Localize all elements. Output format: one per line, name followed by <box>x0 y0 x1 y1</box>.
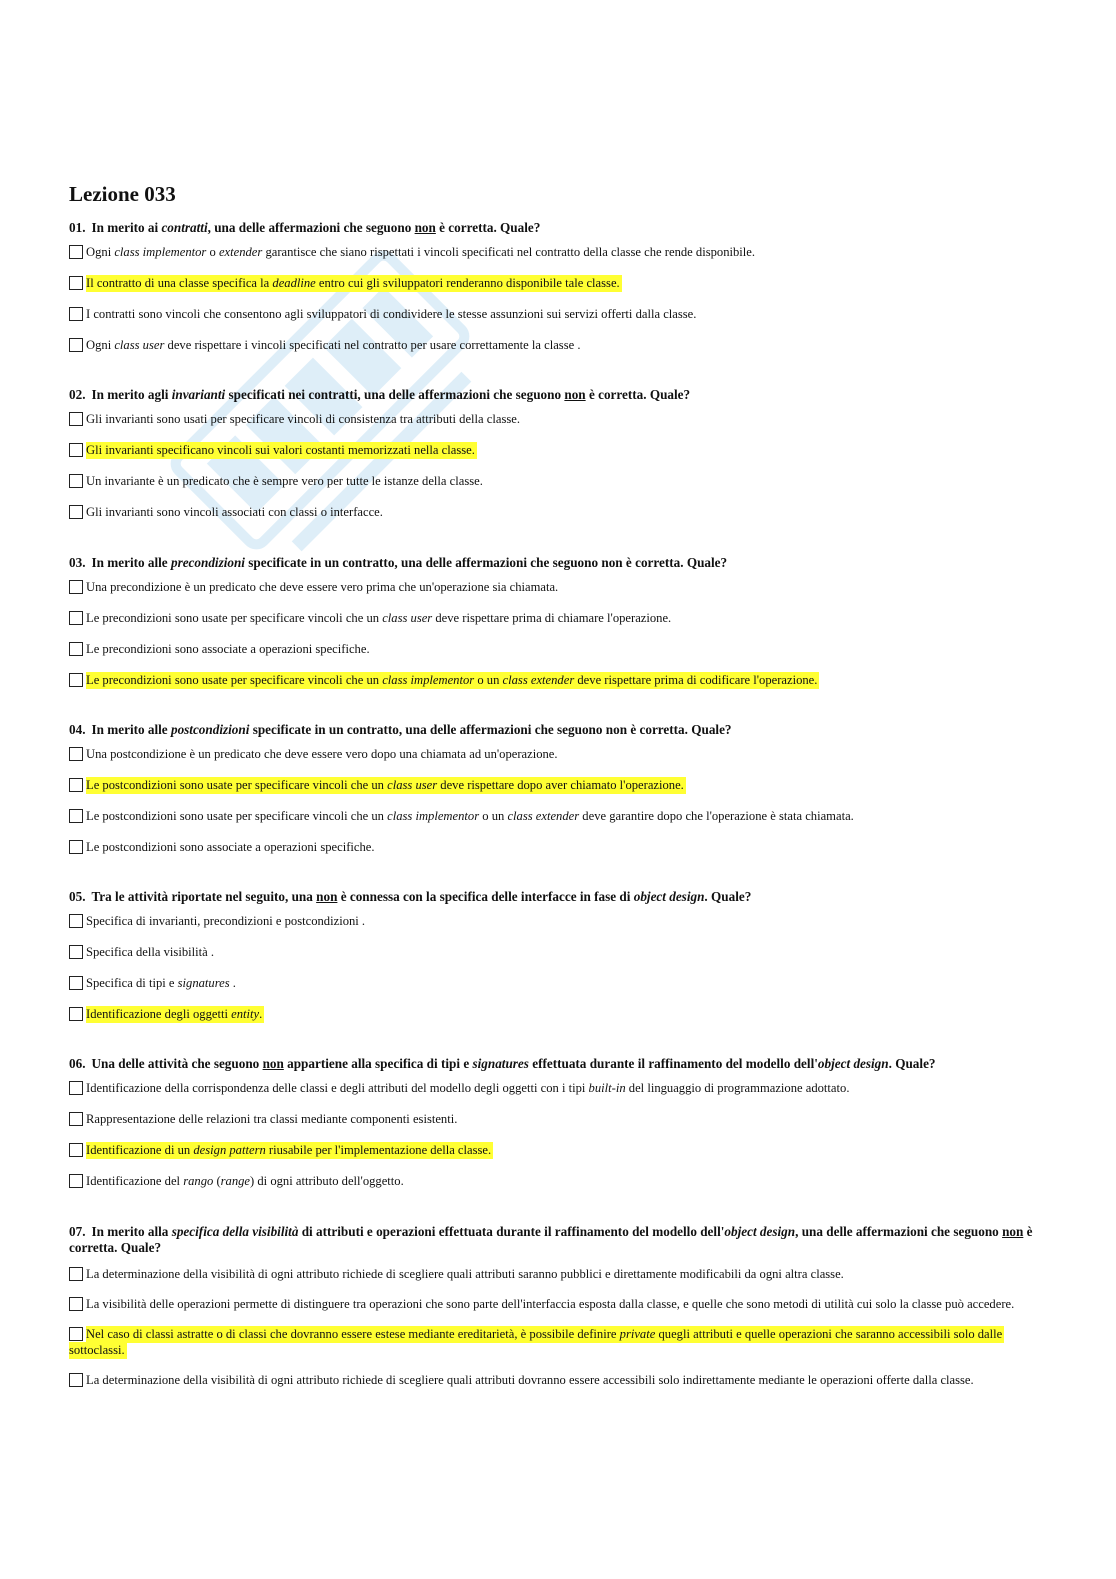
answer-option[interactable]: Specifica di tipi e signatures . <box>69 975 1044 1006</box>
checkbox[interactable] <box>69 412 83 426</box>
answer-option[interactable]: Identificazione della corrispondenza delle classi e degli attributi del modello degli oggetti con i tipi built-in del linguaggio di programmazione adottato. <box>69 1080 1044 1111</box>
checkbox[interactable] <box>69 778 83 792</box>
page-title: Lezione 033 <box>69 182 176 206</box>
checkbox[interactable] <box>69 642 83 656</box>
checkbox[interactable] <box>69 1267 83 1281</box>
answer-option[interactable]: Un invariante è un predicato che è sempre vero per tutte le istanze della classe. <box>69 473 1044 504</box>
answer-option[interactable]: Specifica della visibilità . <box>69 944 1044 975</box>
question-text: 04. In merito alle postcondizioni specificate in un contratto, una delle affermazioni che seguono non è corretta. Quale? <box>69 722 732 737</box>
checkbox[interactable] <box>69 976 83 990</box>
checkbox[interactable] <box>69 840 83 854</box>
answer-option-highlighted[interactable] <box>69 275 1044 306</box>
checkbox[interactable] <box>69 474 83 488</box>
answer-option-highlighted[interactable] <box>69 777 1044 808</box>
answer-option-highlighted[interactable] <box>69 1006 1044 1037</box>
checkbox[interactable] <box>69 747 83 761</box>
checkbox[interactable] <box>69 443 83 457</box>
highlighted-answer: Nel caso di classi astratte o di classi che dovranno essere estese mediante ereditarietà, è possibile definire private quegli attributi e quelle operazioni che saranno accessibili solo dalle sottoclassi. <box>69 1327 1003 1357</box>
highlighted-answer: Gli invarianti specificano vincoli sui valori costanti memorizzati nella classe. <box>86 443 475 457</box>
question-03 <box>69 555 1044 703</box>
answer-option[interactable]: Una precondizione è un predicato che deve essere vero prima che un'operazione sia chiamata. <box>69 579 1044 610</box>
question-text: 05. Tra le attività riportate nel seguito, una non è connessa con la specifica delle interfacce in fase di object design. Quale? <box>69 889 752 904</box>
question-06 <box>69 1056 1044 1204</box>
answer-option[interactable]: I contratti sono vincoli che consentono agli sviluppatori di condividere le stesse assunzioni sui servizi offerti dalla classe. <box>69 306 1044 337</box>
checkbox[interactable] <box>69 580 83 594</box>
checkbox[interactable] <box>69 1297 83 1311</box>
checkbox[interactable] <box>69 1007 83 1021</box>
answer-option[interactable]: Rappresentazione delle relazioni tra classi mediante componenti esistenti. <box>69 1111 1044 1142</box>
question-01 <box>69 220 1044 368</box>
checkbox[interactable] <box>69 611 83 625</box>
answer-option-highlighted[interactable] <box>69 672 1044 703</box>
answer-option[interactable]: Le postcondizioni sono associate a operazioni specifiche. <box>69 839 1044 870</box>
checkbox[interactable] <box>69 1327 83 1341</box>
checkbox[interactable] <box>69 276 83 290</box>
answer-option[interactable]: Le precondizioni sono usate per specificare vincoli che un class user deve rispettare prima di chiamare l'operazione. <box>69 610 1044 641</box>
answer-option[interactable]: Ogni class user deve rispettare i vincoli specificati nel contratto per usare correttamente la classe . <box>69 337 1044 368</box>
question-05 <box>69 889 1044 1037</box>
checkbox[interactable] <box>69 338 83 352</box>
highlighted-answer: Identificazione di un design pattern riusabile per l'implementazione della classe. <box>86 1143 492 1157</box>
highlighted-answer: Identificazione degli oggetti entity. <box>86 1007 263 1021</box>
checkbox[interactable] <box>69 1112 83 1126</box>
checkbox[interactable] <box>69 1174 83 1188</box>
answer-option[interactable]: Ogni class implementor o extender garantisce che siano rispettati i vincoli specificati nel contratto della classe che rende disponibile. <box>69 244 1044 275</box>
answer-option[interactable]: Le precondizioni sono associate a operazioni specifiche. <box>69 641 1044 672</box>
answer-option-highlighted[interactable] <box>69 1326 1044 1358</box>
question-04 <box>69 722 1044 870</box>
checkbox[interactable] <box>69 1373 83 1387</box>
checkbox[interactable] <box>69 1143 83 1157</box>
checkbox[interactable] <box>69 245 83 259</box>
highlighted-answer: Il contratto di una classe specifica la deadline entro cui gli sviluppatori renderanno disponibile tale classe. <box>86 276 620 290</box>
answer-option[interactable]: Specifica di invarianti, precondizioni e postcondizioni . <box>69 913 1044 944</box>
checkbox[interactable] <box>69 809 83 823</box>
highlighted-answer: Le postcondizioni sono usate per specificare vincoli che un class user deve rispettare dopo aver chiamato l'operazione. <box>86 778 684 792</box>
checkbox[interactable] <box>69 505 83 519</box>
highlighted-answer: Le precondizioni sono usate per specificare vincoli che un class implementor o un class extender deve rispettare prima di codificare l'operazione. <box>86 673 818 687</box>
answer-option[interactable]: Gli invarianti sono usati per specificare vincoli di consistenza tra attributi della classe. <box>69 411 1044 442</box>
answer-option[interactable]: Le postcondizioni sono usate per specificare vincoli che un class implementor o un class extender deve garantire dopo che l'operazione è stata chiamata. <box>69 808 1044 839</box>
answer-option[interactable]: La determinazione della visibilità di ogni attributo richiede di scegliere quali attributi dovranno essere accessibili solo indirettamente mediante le operazioni offerte dalla classe. <box>69 1372 1044 1388</box>
answer-option[interactable]: Una postcondizione è un predicato che deve essere vero dopo una chiamata ad un'operazione. <box>69 746 1044 777</box>
question-text: 07. In merito alla specifica della visibilità di attributi e operazioni effettuata durante il raffinamento del modello dell'object design, una delle affermazioni che seguono non è corretta. Quale? <box>69 1224 1033 1255</box>
answer-option[interactable]: La visibilità delle operazioni permette di distinguere tra operazioni che sono parte dell'interfaccia esposta dalla classe, e quelle che sono metodi di utilità cui solo la classe può accedere. <box>69 1296 1044 1312</box>
checkbox[interactable] <box>69 1081 83 1095</box>
question-text: 06. Una delle attività che seguono non appartiene alla specifica di tipi e signatures effettuata durante il raffinamento del modello dell'object design. Quale? <box>69 1056 936 1071</box>
answer-option[interactable]: La determinazione della visibilità di ogni attributo richiede di scegliere quali attributi saranno pubblici e direttamente modificabili da ogni altra classe. <box>69 1266 1044 1282</box>
checkbox[interactable] <box>69 307 83 321</box>
question-07 <box>69 1224 1044 1402</box>
answer-option-highlighted[interactable] <box>69 1142 1044 1173</box>
checkbox[interactable] <box>69 914 83 928</box>
answer-option[interactable]: Identificazione del rango (range) di ogni attributo dell'oggetto. <box>69 1173 1044 1204</box>
question-text: 03. In merito alle precondizioni specificate in un contratto, una delle affermazioni che seguono non è corretta. Quale? <box>69 555 728 570</box>
checkbox[interactable] <box>69 945 83 959</box>
question-02 <box>69 387 1044 535</box>
question-text: 01. In merito ai contratti, una delle affermazioni che seguono non è corretta. Quale? <box>69 220 541 235</box>
checkbox[interactable] <box>69 673 83 687</box>
answer-option-highlighted[interactable] <box>69 442 1044 473</box>
answer-option[interactable]: Gli invarianti sono vincoli associati con classi o interfacce. <box>69 504 1044 535</box>
question-text: 02. In merito agli invarianti specificati nei contratti, una delle affermazioni che seguono non è corretta. Quale? <box>69 387 691 402</box>
